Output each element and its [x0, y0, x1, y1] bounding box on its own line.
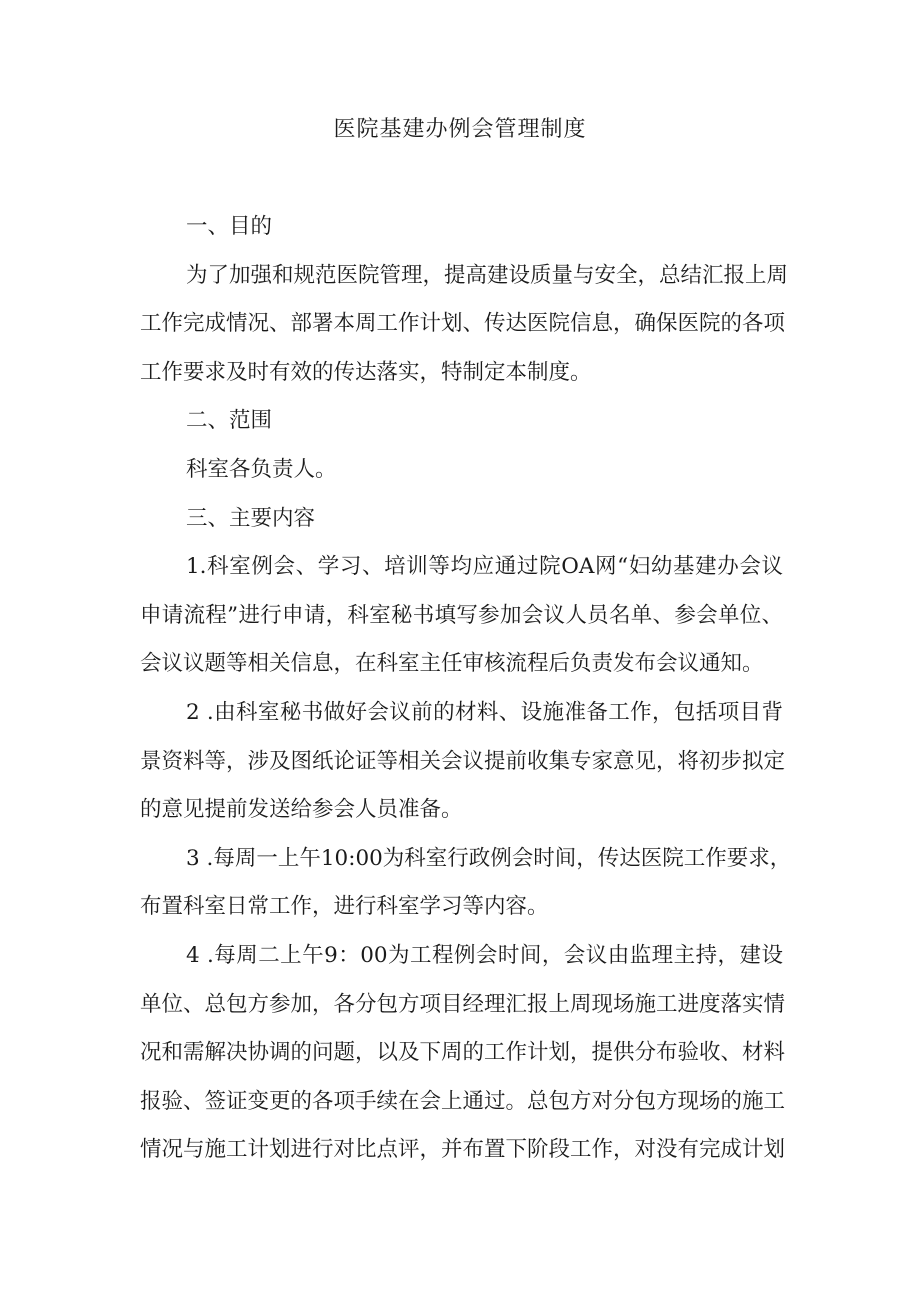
paragraph-line: 4 .每周二上午9：00为工程例会时间，会议由监理主持，建设 — [186, 942, 783, 968]
paragraph-line: 3 .每周一上午10:00为科室行政例会时间，传达医院工作要求， — [186, 845, 792, 871]
paragraph-line: 报验、签证变更的各项手续在会上通过。总包方对分包方现场的施工 — [140, 1088, 786, 1114]
section-heading-purpose: 一、目的 — [186, 214, 273, 239]
paragraph-line: 为了加强和规范医院管理，提高建设质量与安全，总结汇报上周 — [186, 262, 789, 288]
paragraph-line: 布置科室日常工作，进行科室学习等内容。 — [140, 894, 549, 920]
paragraph-line: 2 .由科室秘书做好会议前的材料、设施准备工作，包括项目背 — [186, 699, 783, 725]
paragraph-line: 申请流程”进行申请，科室秘书填写参加会议人员名单、参会单位、 — [140, 602, 783, 628]
paragraph-line: 单位、总包方参加，各分包方项目经理汇报上周现场施工进度落实情 — [140, 991, 786, 1017]
paragraph-line: 1.科室例会、学习、培训等均应通过院OA网“妇幼基建办会议 — [186, 554, 783, 580]
document-body — [140, 203, 792, 1175]
paragraph-line: 情况与施工计划进行对比点评，并布置下阶段工作，对没有完成计划 — [140, 1137, 786, 1163]
section-heading-main-content: 三、主要内容 — [186, 505, 316, 531]
paragraph-line: 景资料等，涉及图纸论证等相关会议提前收集专家意见，将初步拟定 — [140, 748, 786, 774]
paragraph-line: 工作完成情况、部署本周工作计划、传达医院信息，确保医院的各项 — [140, 311, 786, 337]
paragraph-line: 况和需解决协调的问题，以及下周的工作计划，提供分布验收、材料 — [140, 1040, 786, 1066]
paragraph-line: 科室各负责人。 — [186, 456, 337, 482]
document-title: 医院基建办例会管理制度 — [333, 117, 587, 142]
paragraph-line: 会议议题等相关信息，在科室主任审核流程后负责发布会议通知。 — [140, 651, 764, 677]
paragraph-line: 的意见提前发送给参会人员准备。 — [140, 797, 463, 823]
section-heading-scope: 二、范围 — [186, 408, 273, 434]
paragraph-line: 工作要求及时有效的传达落实，特制定本制度。 — [140, 359, 592, 385]
